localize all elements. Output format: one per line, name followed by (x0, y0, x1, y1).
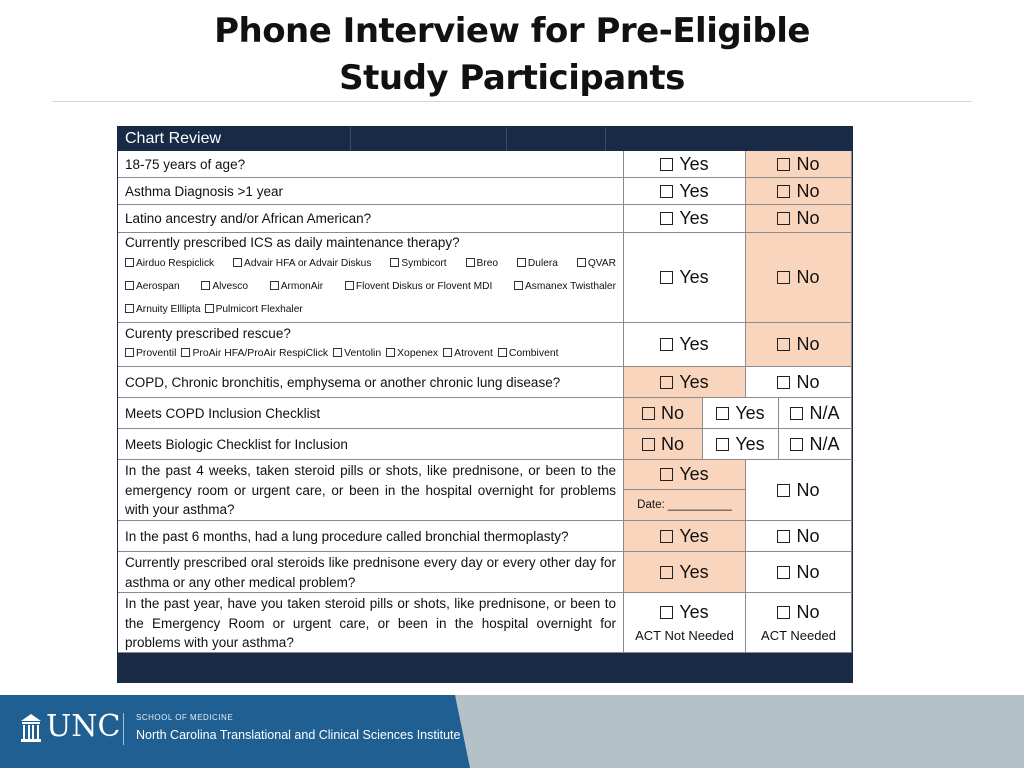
chart-review-form (117, 126, 853, 683)
ics-question-text: Currently prescribed ICS as daily maintenance therapy? (125, 235, 460, 250)
logo-divider (123, 713, 124, 745)
title-divider (52, 101, 972, 102)
ics-option[interactable]: Symbicort (390, 258, 446, 269)
ics-options-line-1 (125, 252, 616, 275)
rescue-option[interactable]: Proventil (125, 348, 176, 359)
header-divider (605, 127, 606, 151)
ics-options-line-2 (125, 275, 616, 298)
question-past-year: In the past year, have you taken steroid pills or shots, like prednisone, or been to the Emergency Room or urgent care, or been in the hospital overnight for problems with your asthma? (118, 593, 624, 653)
footer-banner (0, 695, 1024, 768)
header-divider (506, 127, 507, 151)
school-name: SCHOOL OF MEDICINE (136, 713, 234, 722)
steroids-4w-no-option[interactable]: No (746, 460, 852, 521)
checkbox-icon (777, 376, 790, 389)
checkbox-icon (390, 258, 399, 267)
rescue-options-line (125, 343, 616, 363)
checkbox-icon (660, 212, 673, 225)
copd-no-option[interactable]: No (746, 367, 852, 398)
ics-option[interactable]: Aerospan (125, 281, 180, 292)
checkbox-icon (498, 348, 507, 357)
past-year-no-option[interactable]: No ACT Needed (746, 593, 852, 653)
biologic-na-option[interactable]: N/A (779, 429, 852, 460)
ics-options-line-3 (125, 298, 616, 321)
title-line-2: Study Participants (339, 58, 685, 98)
rescue-option[interactable]: Xopenex (386, 348, 438, 359)
checkbox-icon (125, 348, 134, 357)
checkbox-icon (125, 281, 134, 290)
checkbox-icon (642, 438, 655, 451)
checkbox-icon (660, 376, 673, 389)
age-yes-option[interactable]: Yes (624, 151, 746, 178)
header-divider (350, 127, 351, 151)
ics-option[interactable]: Asmanex Twisthaler (514, 281, 616, 292)
checkbox-icon (660, 566, 673, 579)
checkbox-icon (777, 566, 790, 579)
question-oral-steroids: Currently prescribed oral steroids like prednisone every day or every other day for asthma or any other medical problem? (118, 552, 624, 593)
ics-option[interactable]: Advair HFA or Advair Diskus (233, 258, 371, 269)
biologic-no-option[interactable]: No (624, 429, 703, 460)
question-thermoplasty: In the past 6 months, had a lung procedure called bronchial thermoplasty? (118, 521, 624, 552)
oral-steroids-yes-option[interactable]: Yes (624, 552, 746, 593)
checkbox-icon (125, 304, 134, 313)
biologic-yes-option[interactable]: Yes (703, 429, 779, 460)
ics-option[interactable]: Flovent Diskus or Flovent MDI (345, 281, 492, 292)
checkbox-icon (716, 407, 729, 420)
ics-option[interactable]: Arnuity Elllipta (125, 304, 201, 315)
ics-option[interactable]: Breo (466, 258, 499, 269)
ics-option[interactable]: Dulera (517, 258, 558, 269)
copd-checklist-na-option[interactable]: N/A (779, 398, 852, 429)
ics-option[interactable]: Airduo Respiclick (125, 258, 214, 269)
checkbox-icon (517, 258, 526, 267)
copd-yes-option[interactable]: Yes (624, 367, 746, 398)
checkbox-icon (660, 606, 673, 619)
question-steroids-4-weeks: In the past 4 weeks, taken steroid pills or shots, like prednisone, or been to the emergency room or urgent care, or been in the hospital overnight for problems with your asthma? (118, 460, 624, 521)
thermoplasty-no-option[interactable]: No (746, 521, 852, 552)
question-ics (118, 233, 624, 323)
institute-name: North Carolina Translational and Clinical Sciences Institute (136, 728, 461, 742)
checkbox-icon (642, 407, 655, 420)
ics-yes-option[interactable]: Yes (624, 233, 746, 323)
title-line-1: Phone Interview for Pre-Eligible (214, 11, 810, 51)
old-well-icon (20, 713, 42, 743)
checkbox-icon (577, 258, 586, 267)
asthma-yes-option[interactable]: Yes (624, 178, 746, 205)
checkbox-icon (386, 348, 395, 357)
checkbox-icon (660, 468, 673, 481)
form-footer-band (118, 653, 852, 682)
checkbox-icon (205, 304, 214, 313)
page-title (0, 8, 1024, 102)
rescue-question-text: Curenty prescribed rescue? (125, 326, 291, 341)
ics-option[interactable]: Pulmicort Flexhaler (205, 304, 303, 315)
unc-logo-text: UNC (46, 709, 121, 744)
checkbox-icon (270, 281, 279, 290)
question-rescue (118, 323, 624, 367)
ics-option[interactable]: Alvesco (201, 281, 248, 292)
rescue-option[interactable]: ProAir HFA/ProAir RespiClick (181, 348, 328, 359)
steroids-4w-yes-option[interactable]: Yes (624, 460, 746, 490)
rescue-no-option[interactable]: No (746, 323, 852, 367)
checkbox-icon (660, 185, 673, 198)
checkbox-icon (333, 348, 342, 357)
checkbox-icon (777, 212, 790, 225)
header-label: Chart Review (125, 130, 222, 147)
act-needed-label: ACT Needed (761, 628, 836, 643)
checkbox-icon (777, 338, 790, 351)
checkbox-icon (181, 348, 190, 357)
checkbox-icon (660, 530, 673, 543)
rescue-option[interactable]: Atrovent (443, 348, 493, 359)
copd-checklist-yes-option[interactable]: Yes (703, 398, 779, 429)
copd-checklist-no-option[interactable]: No (624, 398, 703, 429)
age-no-option[interactable]: No (746, 151, 852, 178)
checkbox-icon (777, 185, 790, 198)
question-copd-checklist: Meets COPD Inclusion Checklist (118, 398, 624, 429)
rescue-option[interactable]: Ventolin (333, 348, 381, 359)
question-biologic: Meets Biologic Checklist for Inclusion (118, 429, 624, 460)
act-not-needed-label: ACT Not Needed (635, 628, 734, 643)
checkbox-icon (716, 438, 729, 451)
checkbox-icon (777, 158, 790, 171)
checkbox-icon (660, 271, 673, 284)
checkbox-icon (777, 271, 790, 284)
question-ancestry: Latino ancestry and/or African American? (118, 205, 624, 233)
steroids-4w-date-field[interactable]: Date: __________ (624, 490, 746, 521)
checkbox-icon (777, 530, 790, 543)
ics-no-option[interactable]: No (746, 233, 852, 323)
checkbox-icon (660, 338, 673, 351)
question-age: 18-75 years of age? (118, 151, 624, 178)
ics-option[interactable]: QVAR (577, 258, 616, 269)
checkbox-icon (125, 258, 134, 267)
checkbox-icon (514, 281, 523, 290)
checkbox-icon (777, 606, 790, 619)
checkbox-icon (233, 258, 242, 267)
rescue-yes-option[interactable]: Yes (624, 323, 746, 367)
checkbox-icon (466, 258, 475, 267)
checkbox-icon (660, 158, 673, 171)
checkbox-icon (777, 484, 790, 497)
ancestry-yes-option[interactable]: Yes (624, 205, 746, 233)
rescue-option[interactable]: Combivent (498, 348, 559, 359)
question-copd: COPD, Chronic bronchitis, emphysema or another chronic lung disease? (118, 367, 624, 398)
ics-option[interactable]: ArmonAir (270, 281, 323, 292)
past-year-yes-option[interactable]: Yes ACT Not Needed (624, 593, 746, 653)
checkbox-icon (345, 281, 354, 290)
oral-steroids-no-option[interactable]: No (746, 552, 852, 593)
thermoplasty-yes-option[interactable]: Yes (624, 521, 746, 552)
checkbox-icon (201, 281, 210, 290)
question-asthma-diagnosis: Asthma Diagnosis >1 year (118, 178, 624, 205)
checkbox-icon (790, 407, 803, 420)
asthma-no-option[interactable]: No (746, 178, 852, 205)
checkbox-icon (443, 348, 452, 357)
ancestry-no-option[interactable]: No (746, 205, 852, 233)
checkbox-icon (790, 438, 803, 451)
form-header (118, 127, 852, 151)
